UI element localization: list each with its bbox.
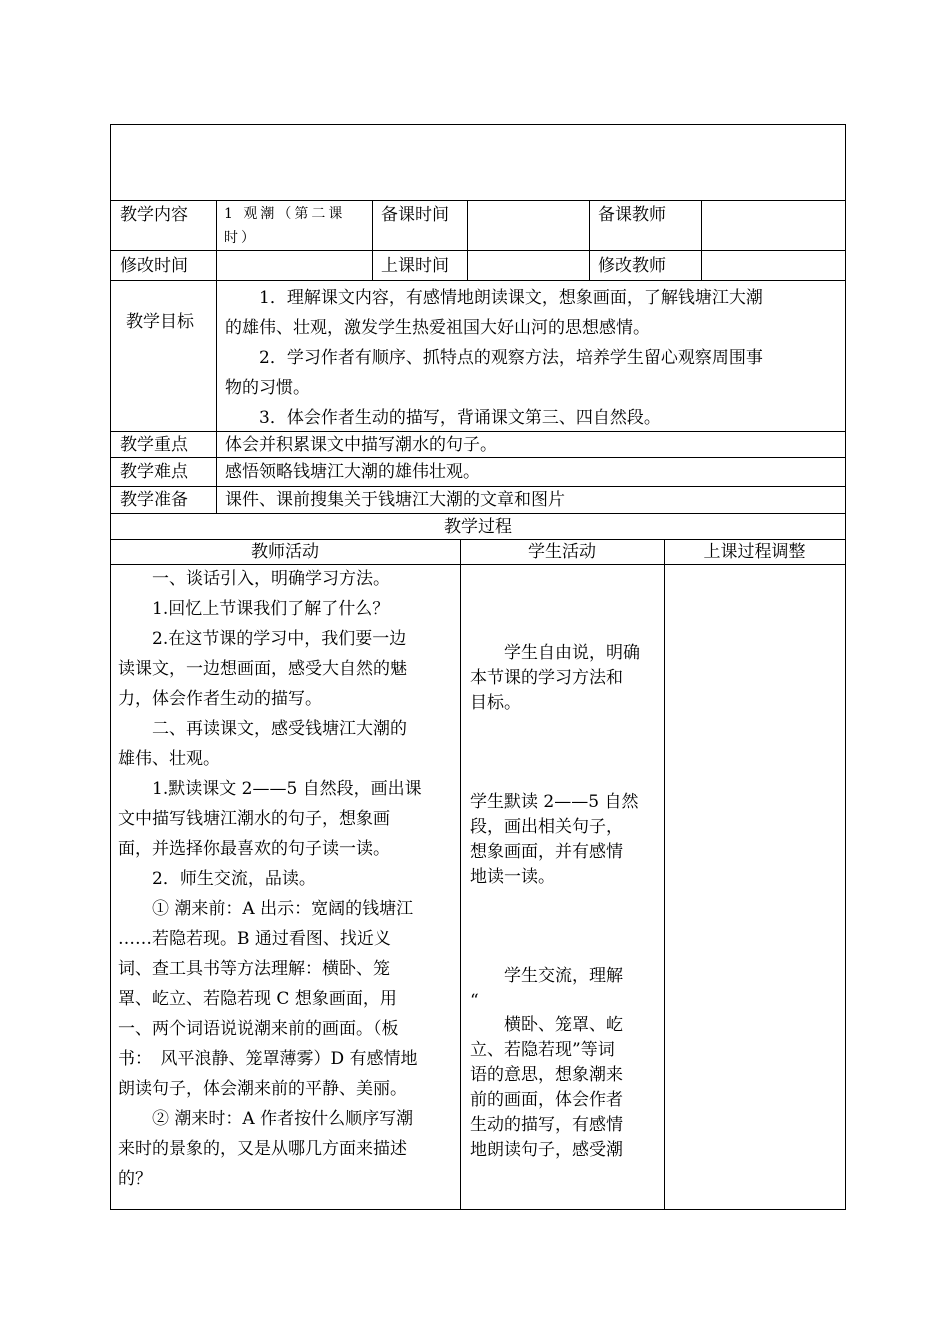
- rule-process-col2: [664, 539, 665, 1210]
- revise-teacher-label: 修改教师: [598, 256, 666, 276]
- table-border-left: [110, 124, 111, 1210]
- rule-keypoint-bottom: [110, 457, 846, 458]
- process-title: 教学过程: [444, 517, 512, 537]
- rule-difficulty-bottom: [110, 486, 846, 487]
- rule-col-f: [701, 200, 702, 280]
- difficulty-value: 感悟领略钱塘江大潮的雄伟壮观。: [225, 462, 480, 482]
- teacher-line: 2.在这节课的学习中，我们要一边: [118, 629, 407, 649]
- teacher-line: ② 潮来时：A 作者按什么顺序写潮: [118, 1109, 414, 1129]
- teacher-line: 一、两个词语说说潮来前的画面。（板: [118, 1019, 399, 1039]
- rule-process-col1: [460, 539, 461, 1210]
- rule-row2: [110, 250, 846, 251]
- difficulty-label: 教学难点: [120, 462, 188, 482]
- rule-col-e: [589, 200, 590, 280]
- rule-label-col: [216, 200, 217, 513]
- col-student-activity: 学生活动: [528, 542, 596, 562]
- teacher-line: 雄伟、壮观。: [118, 749, 220, 769]
- content-value-line2: 时）: [224, 230, 258, 246]
- teacher-activity-text: [118, 564, 458, 1194]
- student-line: 生动的描写，有感情: [470, 1115, 623, 1135]
- teacher-line: ……若隐若现。B 通过看图、找近义: [118, 929, 391, 949]
- col-teacher-activity: 教师活动: [251, 542, 319, 562]
- goals-line: 1．理解课文内容，有感情地朗读课文，想象画面，了解钱塘江大潮: [225, 288, 763, 308]
- content-value-line1: 1 观潮（第二课: [224, 206, 346, 222]
- teacher-line: 词、查工具书等方法理解：横卧、笼: [118, 959, 390, 979]
- student-line: 地朗读句子，感受潮: [470, 1140, 623, 1160]
- student-line: 学生默读 2——5 自然: [470, 792, 639, 812]
- student-line: 地读一读。: [470, 867, 555, 887]
- teacher-line: ① 潮来前：A 出示：宽阔的钱塘江: [118, 899, 414, 919]
- teacher-line: 罩、屹立、若隐若现 C 想象画面，用: [118, 989, 397, 1009]
- student-line: “: [470, 991, 479, 1011]
- goals-label: 教学目标: [126, 312, 194, 332]
- goals-line: 物的习惯。: [225, 378, 310, 398]
- student-line: 立、若隐若现”等词: [470, 1040, 615, 1060]
- teacher-line: 一、谈话引入，明确学习方法。: [118, 569, 390, 589]
- rule-process-title-bottom: [110, 539, 846, 540]
- preparation-value: 课件、课前搜集关于钱塘江大潮的文章和图片: [225, 490, 565, 510]
- student-block-2: [470, 790, 638, 890]
- teacher-line: 文中描写钱塘江潮水的句子，想象画: [118, 809, 390, 829]
- col-adjustment: 上课过程调整: [703, 542, 806, 562]
- rule-col-d: [467, 200, 468, 280]
- rule-goals-top: [110, 280, 846, 281]
- table-border-bottom: [110, 1209, 846, 1210]
- rule-col-c: [372, 200, 373, 280]
- teacher-line: 读课文，一边想画面，感受大自然的魅: [118, 659, 407, 679]
- rule-header-top: [110, 200, 846, 201]
- goals-text: [225, 283, 840, 433]
- teacher-line: 1.默读课文 2——5 自然段，画出课: [118, 779, 422, 799]
- teacher-line: 1.回忆上节课我们了解了什么？: [118, 599, 390, 619]
- preparation-label: 教学准备: [120, 490, 188, 510]
- student-line: 本节课的学习方法和: [470, 668, 623, 688]
- student-line: 前的画面，体会作者: [470, 1090, 623, 1110]
- goals-line: 的雄伟、壮观，激发学生热爱祖国大好山河的思想感情。: [225, 318, 650, 338]
- student-line: 学生自由说，明确: [470, 643, 640, 663]
- student-line: 横卧、笼罩、屹: [470, 1015, 623, 1035]
- goals-line: 2．学习作者有顺序、抓特点的观察方法，培养学生留心观察周围事: [225, 348, 763, 368]
- teacher-line: 书： 风平浪静、笼罩薄雾）D 有感情地: [118, 1049, 418, 1069]
- teacher-line: 面，并选择你最喜欢的句子读一读。: [118, 839, 390, 859]
- student-block-1: [470, 641, 640, 716]
- student-line: 目标。: [470, 693, 521, 713]
- teacher-line: 2．师生交流，品读。: [118, 869, 316, 889]
- prep-time-label: 备课时间: [381, 205, 449, 225]
- student-line: 段，画出相关句子，: [470, 817, 623, 837]
- teacher-line: 朗读句子，体会潮来前的平静、美丽。: [118, 1079, 407, 1099]
- class-time-label: 上课时间: [381, 256, 449, 276]
- key-point-label: 教学重点: [120, 435, 188, 455]
- table-border-top: [110, 124, 846, 125]
- student-block-3: [470, 964, 623, 1163]
- content-label: 教学内容: [120, 205, 188, 225]
- rule-prep-bottom: [110, 513, 846, 514]
- student-line: 想象画面，并有感情: [470, 842, 623, 862]
- teacher-line: 的？: [118, 1169, 152, 1189]
- teacher-line: 力，体会作者生动的描写。: [118, 689, 322, 709]
- student-line: 语的意思，想象潮来: [470, 1065, 623, 1085]
- revise-time-label: 修改时间: [120, 256, 188, 276]
- student-line: 学生交流，理解: [470, 966, 623, 986]
- prep-teacher-label: 备课教师: [598, 205, 666, 225]
- teacher-line: 二、再读课文，感受钱塘江大潮的: [118, 719, 407, 739]
- key-point-value: 体会并积累课文中描写潮水的句子。: [225, 435, 497, 455]
- goals-line: 3．体会作者生动的描写，背诵课文第三、四自然段。: [225, 408, 661, 428]
- teacher-line: 来时的景象的，又是从哪几方面来描述: [118, 1139, 407, 1159]
- table-border-right: [845, 124, 846, 1210]
